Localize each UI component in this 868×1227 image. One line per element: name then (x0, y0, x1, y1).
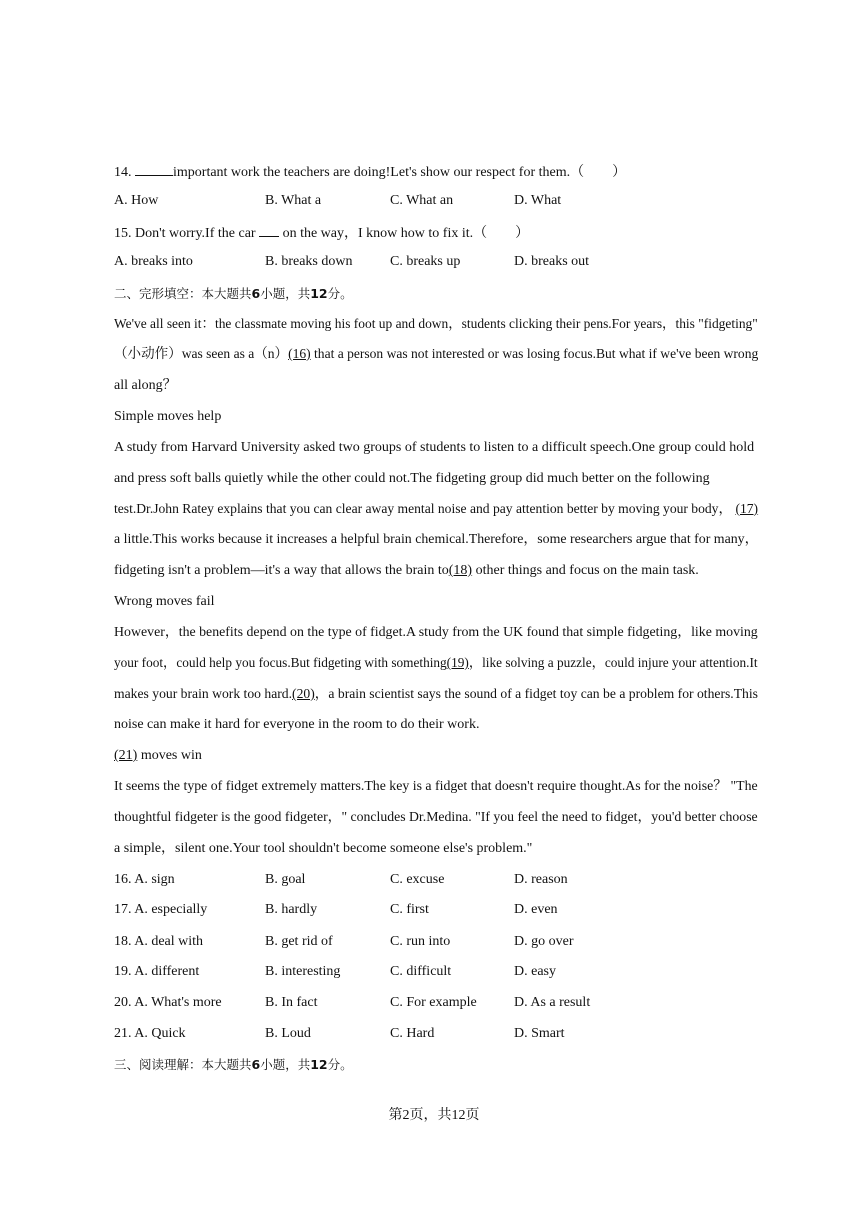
option-a: A. How (114, 193, 159, 208)
option-b: B. Loud (265, 1026, 311, 1041)
option-d: D. even (514, 902, 558, 917)
option-d: D. easy (514, 964, 556, 979)
blank-19: (19) (446, 656, 469, 671)
option-d: D. Smart (514, 1026, 565, 1041)
passage-line: makes your brain work too hard.(20)，a brain scientist says the sound of a fidget toy can be a problem for others.This (114, 687, 758, 702)
subheading: (21) moves win (114, 748, 202, 763)
option-c: C. For example (390, 995, 477, 1010)
question-15 (114, 222, 529, 243)
blank-20: (20) (292, 687, 315, 702)
passage-line: your foot，could help you focus.But fidgeting with something(19)，like solving a puzzle，could injure your attention.It (114, 656, 758, 671)
option-b: B. get rid of (265, 934, 333, 949)
blank-17: (17) (735, 502, 759, 517)
option-a: 17. A. especially (114, 902, 208, 917)
option-d: D. go over (514, 934, 574, 949)
passage-line: A study from Harvard University asked two groups of students to listen to a difficult speech.One group could hold (114, 440, 755, 455)
option-a: 16. A. sign (114, 872, 175, 887)
passage-line: noise can make it hard for everyone in the room to do their work. (114, 717, 480, 732)
question-stem: 15. Don't worry.If the car (114, 226, 256, 241)
blank-16: (16) (288, 347, 311, 362)
option-b: B. goal (265, 872, 306, 887)
blank-21: (21) (114, 748, 138, 763)
option-c: C. What an (390, 193, 454, 208)
question-number: 14. (114, 165, 132, 180)
option-b: B. What a (265, 193, 322, 208)
passage-line: However，the benefits depend on the type of fidget.A study from the UK found that simple fidgeting，like moving (114, 625, 758, 640)
option-d: D. reason (514, 872, 568, 887)
passage-line: thoughtful fidgeter is the good fidgeter，" concludes Dr.Medina. "If you feel the need to fidget，you'd better choose (114, 810, 758, 825)
option-c: C. difficult (390, 964, 452, 979)
passage-line: a simple，silent one.Your tool shouldn't become someone else's problem." (114, 841, 533, 856)
passage-line: It seems the type of fidget extremely matters.The key is a fidget that doesn't require thought.As for the noise？ "The (114, 779, 758, 794)
option-a: A. breaks into (114, 254, 193, 269)
page-footer: 第2页，共12页 (388, 1108, 480, 1123)
option-a: 20. A. What's more (114, 995, 222, 1010)
passage-line: （小动作）was seen as a（n）(16) that a person was not interested or was losing focus.But what if we've been wrong (114, 347, 759, 362)
section-heading-reading: 三、阅读理解：本大题共6小题，共12分。 (114, 1057, 353, 1072)
option-d: D. As a result (514, 995, 591, 1010)
option-c: C. Hard (390, 1026, 435, 1041)
subheading: Simple moves help (114, 409, 222, 424)
passage-line: We've all seen it：the classmate moving his foot up and down，students clicking their pens.For years，this "fidgeting" (114, 317, 758, 332)
option-b: B. interesting (265, 964, 341, 979)
option-b: B. In fact (265, 995, 318, 1010)
option-a: 19. A. different (114, 964, 200, 979)
option-b: B. breaks down (265, 254, 353, 269)
question-stem: important work the teachers are doing!Let's show our respect for them.（ ） (173, 165, 627, 180)
answer-blank (135, 161, 173, 176)
passage-line: test.Dr.John Ratey explains that you can clear away mental noise and pay attention better by moving your body， (17) (114, 502, 759, 517)
answer-blank (259, 222, 279, 237)
passage-line: and press soft balls quietly while the other could not.The fidgeting group did much better on the following (114, 471, 710, 486)
section-heading-cloze: 二、完形填空：本大题共6小题，共12分。 (114, 286, 353, 301)
option-c: C. excuse (390, 872, 445, 887)
option-c: C. breaks up (390, 254, 461, 269)
option-a: 21. A. Quick (114, 1026, 186, 1041)
passage-line: all along？ (114, 378, 177, 393)
option-a: 18. A. deal with (114, 934, 204, 949)
option-c: C. run into (390, 934, 451, 949)
blank-18: (18) (448, 563, 473, 578)
option-d: D. What (514, 193, 562, 208)
subheading: Wrong moves fail (114, 594, 215, 609)
option-b: B. hardly (265, 902, 318, 917)
passage-line: a little.This works because it increases a helpful brain chemical.Therefore，some researchers argue that for many， (114, 532, 759, 547)
option-c: C. first (390, 902, 429, 917)
question-stem-cont: on the way，I know how to fix it.（ ） (282, 226, 530, 241)
option-d: D. breaks out (514, 254, 590, 269)
passage-line: fidgeting isn't a problem—it's a way that allows the brain to(18) other things and focus on the main task. (114, 563, 699, 578)
question-14 (114, 161, 626, 182)
